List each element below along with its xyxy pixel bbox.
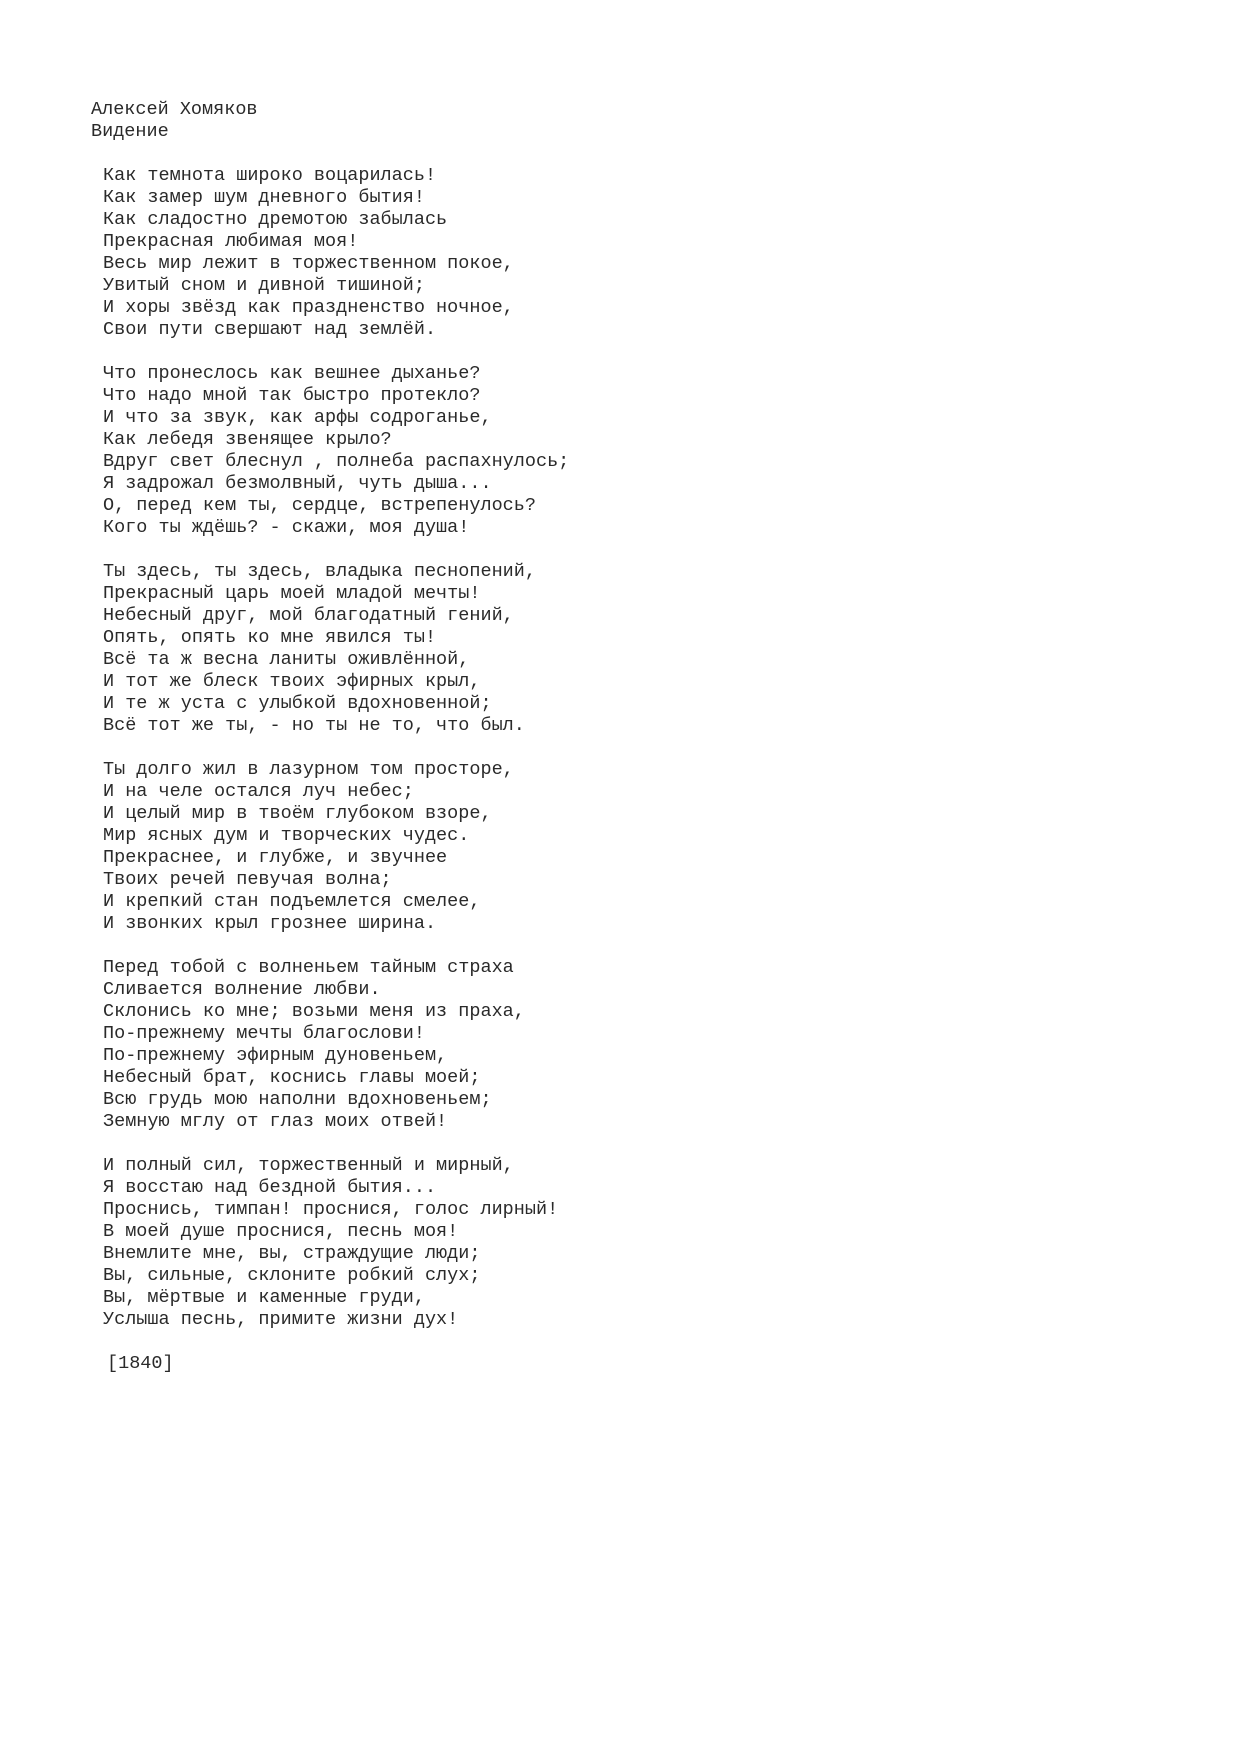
poem-line: Опять, опять ко мне явился ты! <box>103 627 437 648</box>
poem-line: Сливается волнение любви. <box>103 979 381 1000</box>
poem-line: И те ж уста с улыбкой вдохновенной; <box>103 693 492 714</box>
poem-line: И целый мир в твоём глубоком взоре, <box>103 803 492 824</box>
poem-line: Земную мглу от глаз моих отвей! <box>103 1111 448 1132</box>
poem-line: Как лебедя звенящее крыло? <box>103 429 392 450</box>
poem-line: Как темнота широко воцарилась! <box>103 165 437 186</box>
poem-line: Прекрасный царь моей младой мечты! <box>103 583 481 604</box>
poem-line: Свои пути свершают над землёй. <box>103 319 437 340</box>
poem-line: Прекраснее, и глубже, и звучнее <box>103 847 448 868</box>
poem-line: В моей душе проснися, песнь моя! <box>103 1221 459 1242</box>
poem-line: По-прежнему эфирным дуновеньем, <box>103 1045 448 1066</box>
stanza <box>103 561 569 737</box>
poem-line: Что пронеслось как вешнее дыханье? <box>103 363 481 384</box>
poem-line: И крепкий стан подъемлется смелее, <box>103 891 481 912</box>
poem-line: Вы, сильные, склоните робкий слух; <box>103 1265 481 1286</box>
poem-line: Внемлите мне, вы, страждущие люди; <box>103 1243 481 1264</box>
poem-title: Видение <box>91 121 169 142</box>
poem-line: Мир ясных дум и творческих чудес. <box>103 825 470 846</box>
poem-line: Я задрожал безмолвный, чуть дыша... <box>103 473 492 494</box>
poem-line: Перед тобой с волненьем тайным страха <box>103 957 514 978</box>
stanza <box>103 165 569 341</box>
poem-line: Ты здесь, ты здесь, владыка песнопений, <box>103 561 536 582</box>
poem-date: [1840] <box>107 1353 174 1374</box>
poem-line: И полный сил, торжественный и мирный, <box>103 1155 514 1176</box>
poem-line: Что надо мной так быстро протекло? <box>103 385 481 406</box>
poem-line: Всю грудь мою наполни вдохновеньем; <box>103 1089 492 1110</box>
poem-line: И на челе остался луч небес; <box>103 781 414 802</box>
poem-line: О, перед кем ты, сердце, встрепенулось? <box>103 495 536 516</box>
stanza <box>103 957 569 1133</box>
author-name: Алексей Хомяков <box>91 99 258 120</box>
poem-line: По-прежнему мечты благослови! <box>103 1023 425 1044</box>
poem-line: Весь мир лежит в торжественном покое, <box>103 253 514 274</box>
stanza <box>103 363 569 539</box>
poem-line: Как замер шум дневного бытия! <box>103 187 425 208</box>
poem-line: Прекрасная любимая моя! <box>103 231 359 252</box>
poem-line: И тот же блеск твоих эфирных крыл, <box>103 671 481 692</box>
stanza <box>103 1155 569 1331</box>
poem-line: Небесный брат, коснись главы моей; <box>103 1067 481 1088</box>
poem-line: Как сладостно дремотою забылась <box>103 209 448 230</box>
poem-line: Склонись ко мне; возьми меня из праха, <box>103 1001 525 1022</box>
poem-line: Проснись, тимпан! проснися, голос лирный! <box>103 1199 559 1220</box>
poem-line: Вдруг свет блеснул , полнеба распахнулось; <box>103 451 570 472</box>
poem-line: Всё та ж весна ланиты оживлённой, <box>103 649 470 670</box>
poem-body <box>103 165 569 1375</box>
poem-line: Я восстаю над бездной бытия... <box>103 1177 437 1198</box>
poem-line: Кого ты ждёшь? - скажи, моя душа! <box>103 517 470 538</box>
poem-line: Вы, мёртвые и каменные груди, <box>103 1287 425 1308</box>
poem-line: Ты долго жил в лазурном том просторе, <box>103 759 514 780</box>
poem-line: Всё тот же ты, - но ты не то, что был. <box>103 715 525 736</box>
poem-line: Небесный друг, мой благодатный гений, <box>103 605 514 626</box>
poem-line: Твоих речей певучая волна; <box>103 869 392 890</box>
poem-line: И звонких крыл грознее ширина. <box>103 913 437 934</box>
stanza <box>103 759 569 935</box>
poem-line: Услыша песнь, примите жизни дух! <box>103 1309 459 1330</box>
poem-line: И хоры звёзд как праздненство ночное, <box>103 297 514 318</box>
poem-line: И что за звук, как арфы содроганье, <box>103 407 492 428</box>
poem-line: Увитый сном и дивной тишиной; <box>103 275 425 296</box>
document-header <box>91 99 258 143</box>
